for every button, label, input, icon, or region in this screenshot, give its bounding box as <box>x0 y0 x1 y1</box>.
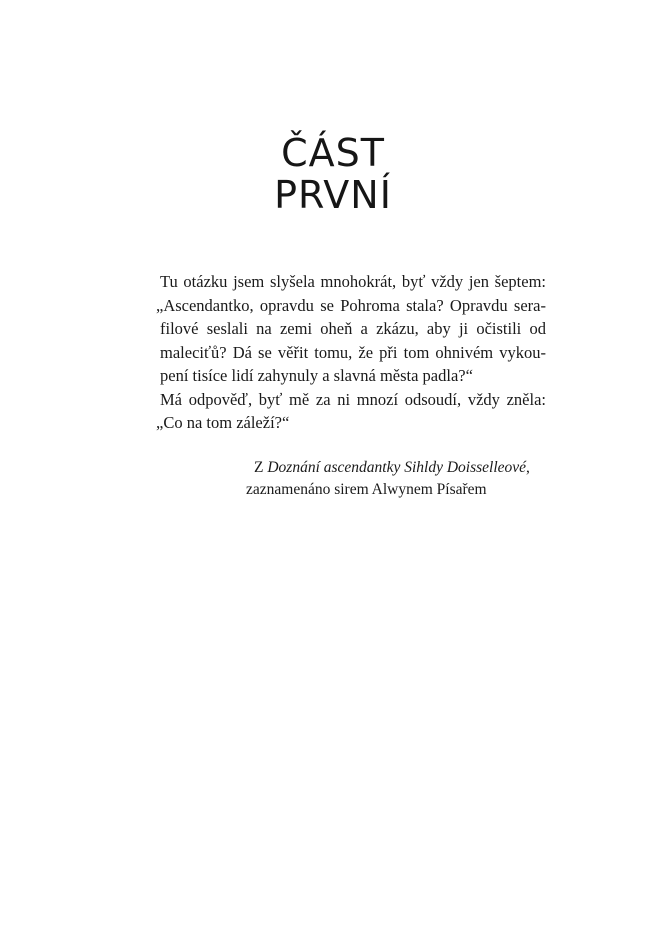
attribution-prefix: Z <box>254 459 268 476</box>
epigraph-line: „Co na tom záleží?“ <box>156 413 290 432</box>
attribution-source-title: Doznání ascendantky Sihldy Doisselleové <box>267 459 527 476</box>
epigraph-line: Má odpověď, byť mě za ni mnozí odsoudí, vždy zněla: <box>160 389 546 409</box>
epigraph-line: maleciťů? Dá se věřit tomu, že při tom ohnivém vykou- <box>160 342 546 362</box>
part-heading-line-1: ČÁST <box>281 131 385 175</box>
attribution-recorder-line: zaznamenáno sirem Alwynem Písařem <box>246 481 487 498</box>
epigraph-attribution <box>246 457 566 501</box>
part-heading <box>0 132 666 216</box>
epigraph <box>156 270 546 435</box>
epigraph-line: Tu otázku jsem slyšela mnohokrát, byť vždy jen šeptem: <box>160 272 546 291</box>
epigraph-line: filové seslali na zemi oheň a zkázu, aby ji očistili od <box>160 319 546 338</box>
epigraph-line: pení tisíce lidí zahynuly a slavná města padla?“ <box>160 366 473 385</box>
part-heading-line-2: PRVNÍ <box>274 173 392 217</box>
attribution-source-line <box>246 457 566 479</box>
epigraph-line: „Ascendantko, opravdu se Pohroma stala? Opravdu sera- <box>156 295 546 315</box>
attribution-suffix: , <box>526 459 530 476</box>
